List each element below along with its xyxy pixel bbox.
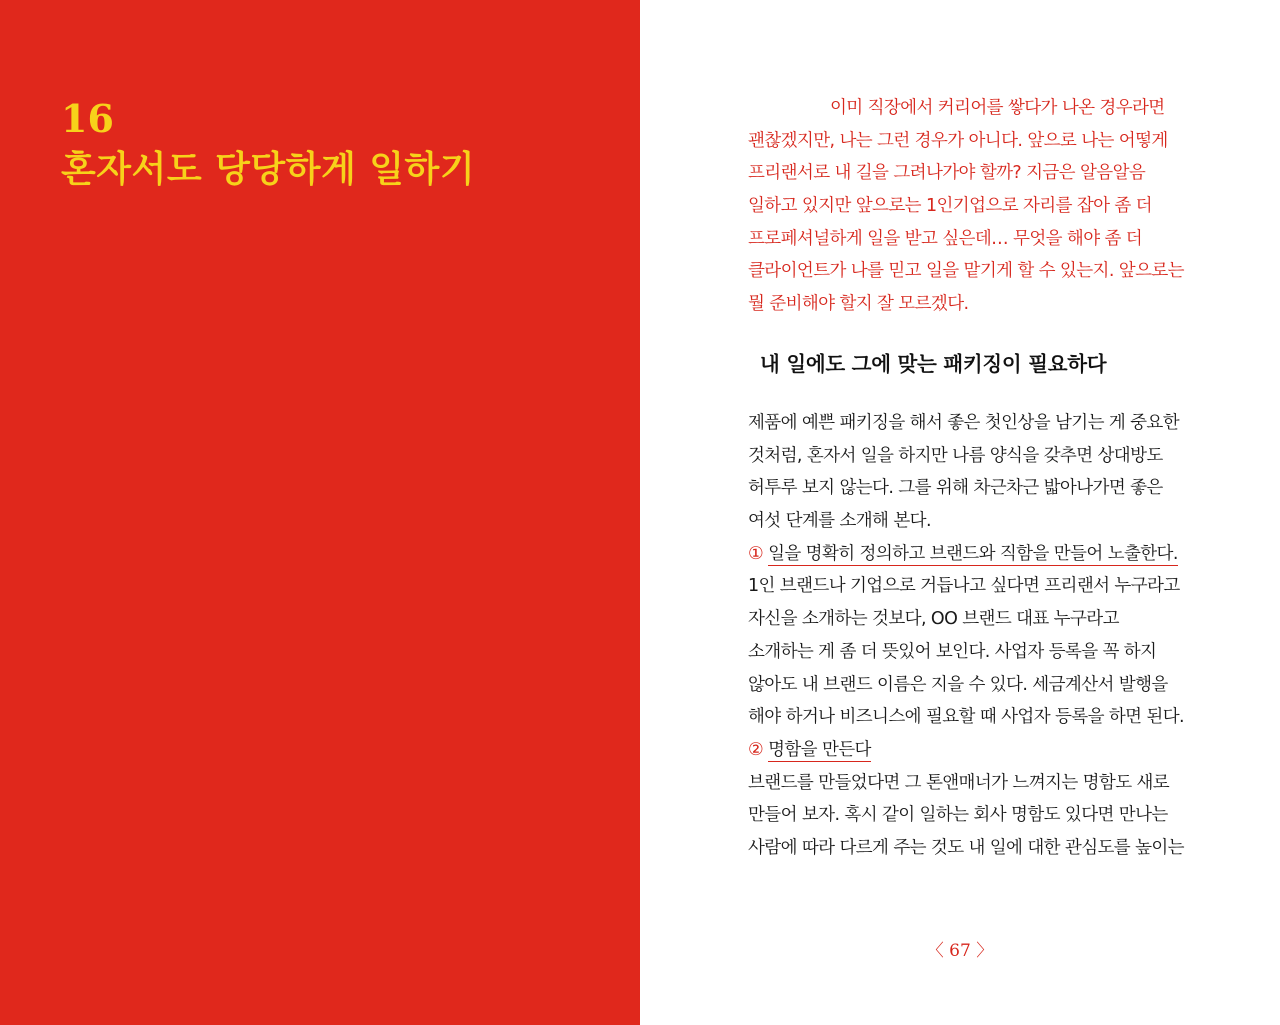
intro-line: 괜찮겠지만, 나는 그런 경우가 아니다. 앞으로 나는 어떻게 bbox=[748, 130, 1168, 151]
body-line: 1인 브랜드나 기업으로 거듭나고 싶다면 프리랜서 누구라고 bbox=[748, 576, 1180, 597]
body-line: 제품에 예쁜 패키징을 해서 좋은 첫인상을 남기는 게 중요한 bbox=[748, 413, 1180, 433]
body-line: 브랜드를 만들었다면 그 톤앤매너가 느껴지는 명함도 새로 bbox=[748, 772, 1170, 793]
body-line: 자신을 소개하는 것보다, OO 브랜드 대표 누구라고 bbox=[748, 609, 1119, 630]
body-line: 것처럼, 혼자서 일을 하지만 나름 양식을 갖추면 상대방도 bbox=[748, 445, 1163, 466]
step-1-heading bbox=[748, 538, 1218, 571]
body-text bbox=[748, 407, 1218, 865]
step-2-heading bbox=[748, 734, 1218, 767]
chapter-title: 혼자서도 당당하게 일하기 bbox=[61, 149, 476, 190]
step-2-text: 명함을 만든다 bbox=[768, 739, 871, 760]
step-2-number: ② bbox=[748, 739, 764, 760]
intro-line: 일하고 있지만 앞으로는 1인기업으로 자리를 잡아 좀 더 bbox=[748, 196, 1152, 217]
body-line: 허투루 보지 않는다. 그를 위해 차근차근 밟아나가면 좋은 bbox=[748, 478, 1163, 499]
intro-line: 클라이언트가 나를 믿고 일을 맡기게 할 수 있는지. 앞으로는 bbox=[748, 261, 1184, 282]
body-line: 만들어 보자. 혹시 같이 일하는 회사 명함도 있다면 만나는 bbox=[748, 805, 1168, 826]
chapter-number: 16 bbox=[61, 96, 114, 141]
body-line: 않아도 내 브랜드 이름은 지을 수 있다. 세금계산서 발행을 bbox=[748, 674, 1168, 695]
section-heading: 내 일에도 그에 맞는 패키징이 필요하다 bbox=[760, 352, 1107, 376]
body-line: 해야 하거나 비즈니스에 필요할 때 사업자 등록을 하면 된다. bbox=[748, 707, 1184, 728]
intro-paragraph bbox=[748, 92, 1218, 321]
body-line: 사람에 따라 다르게 주는 것도 내 일에 대한 관심도를 높이는 bbox=[748, 837, 1184, 858]
right-page bbox=[640, 0, 1280, 1025]
intro-line: 뭘 준비해야 할지 잘 모르겠다. bbox=[748, 294, 969, 315]
step-1-text: 일을 명확히 정의하고 브랜드와 직함을 만들어 노출한다. bbox=[768, 543, 1178, 564]
body-line: 여섯 단계를 소개해 본다. bbox=[748, 511, 931, 532]
body-line: 소개하는 게 좀 더 뜻있어 보인다. 사업자 등록을 꼭 하지 bbox=[748, 641, 1157, 662]
step-1-number: ① bbox=[748, 543, 764, 564]
intro-line: 프로페셔널하게 일을 받고 싶은데… 무엇을 해야 좀 더 bbox=[748, 228, 1143, 249]
intro-line: 이미 직장에서 커리어를 쌓다가 나온 경우라면 bbox=[830, 98, 1165, 118]
page-number: 〈 67 〉 bbox=[926, 941, 994, 961]
intro-line: 프리랜서로 내 길을 그려나가야 할까? 지금은 알음알음 bbox=[748, 163, 1146, 184]
